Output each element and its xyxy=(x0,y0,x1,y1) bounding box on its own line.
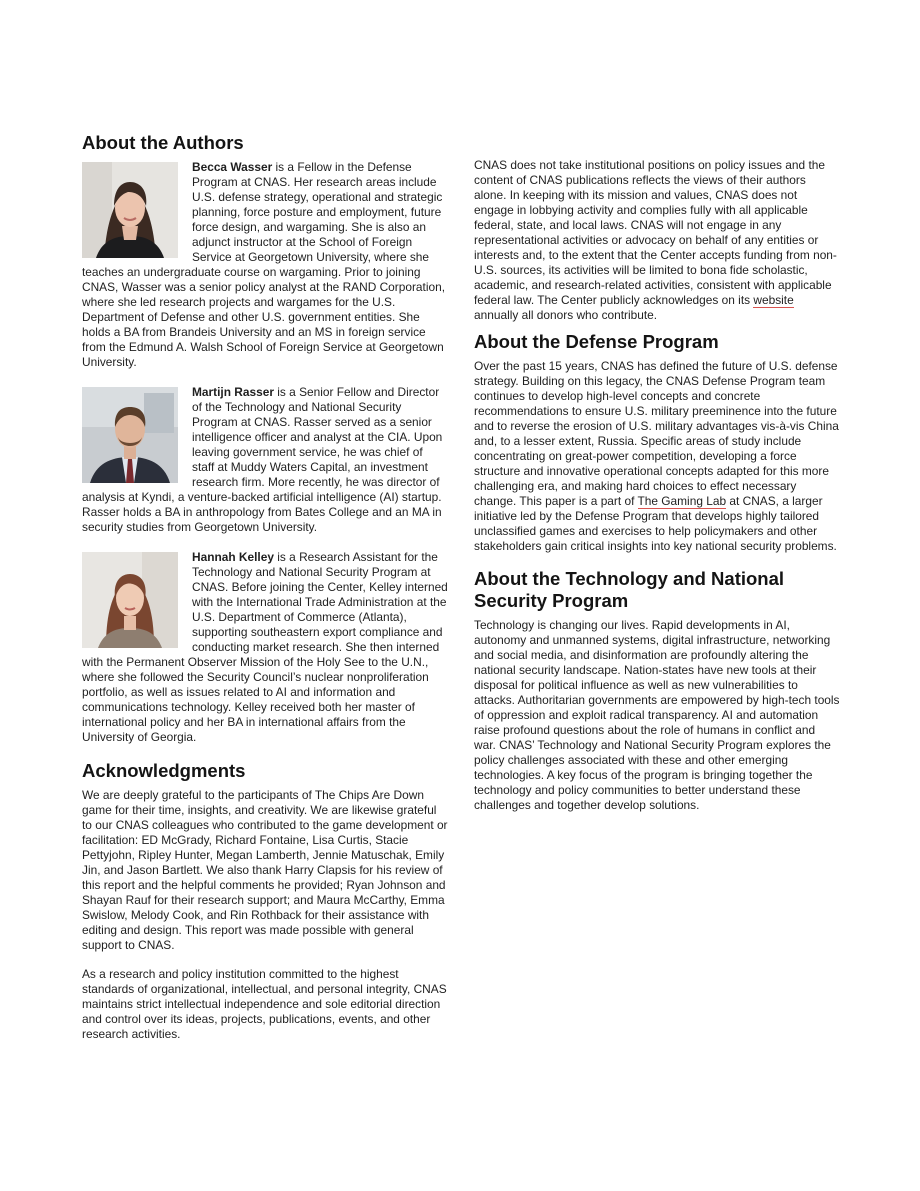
policy-paragraph: CNAS does not take institutional positions on policy issues and the content of CNAS publications reflects the views of their authors alone. In keeping with its mission and values, CNAS does not engage in lobbying activity and complies fully with all applicable federal, state, and local laws. CNAS will not engage in any representational activities or advocacy on behalf of any entities or interests and, to the extent that the Center accepts funding from non-U.S. sources, its activities will be limited to bona fide scholastic, academic, and research-related activities, consistent with applicable federal law. The Center publicly acknowledges on its website annually all donors who contribute. xyxy=(474,158,837,322)
tech-program-heading: About the Technology and National Security Program xyxy=(474,568,785,611)
about-authors-heading: About the Authors xyxy=(82,132,244,153)
right-column xyxy=(474,158,840,813)
author-name: Hannah Kelley xyxy=(192,550,274,564)
acknowledgments-paragraph: We are deeply grateful to the participants of The Chips Are Down game for their time, insights, and creativity. We are likewise grateful to our CNAS colleagues who contributed to the game development or facilitation: ED McGrady, Richard Fontaine, Lisa Curtis, Stacie Pettyjohn, Ripley Hunter, Megan Lamberth, Jennie Matuschak, Emily Jin, and Jason Bartlett. We also thank Harry Clapsis for his review of this report and the helpful comments he provided; Ryan Johnson and Shayan Rauf for their research support; and Maura McCarthy, Emma Swislow, Melody Cook, and Rin Rothback for their assistance with editing and design. This report was made possible with general support to CNAS. xyxy=(82,788,448,952)
bio-text: Martijn Rasser is a Senior Fellow and Director of the Technology and National Security Program at CNAS. Rasser served as a senior intelligence officer and analyst at the CIA. Upon leaving government service, he was chief of staff at Muddy Waters Capital, an investment research firm. More recently, he was director of analysis at Kyndi, a venture-backed artificial intelligence (AI) startup. Rasser holds a BA in anthropology from Bates College and an MA in security studies from Georgetown University. xyxy=(82,385,443,534)
tech-program-paragraph: Technology is changing our lives. Rapid developments in AI, autonomy and unmanned systems, digital infrastructure, networking and social media, and disinformation are profoundly altering the national security landscape. Nation-states have new tools at their disposal for political influence as well as new vulnerabilities to attacks. Authoritarian governments are empowered by high-tech tools of oppression and exploit radical transparency. AI and automation raise profound questions about the role of humans in conflict and war. CNAS’ Technology and National Security Program explores the policy challenges associated with these and other emerging technologies. A key focus of the program is bringing together the technology and policy communities to better understand these challenges and together develop solutions. xyxy=(474,618,840,812)
author-photo-rasser xyxy=(82,387,178,483)
author-bio xyxy=(82,160,448,370)
defense-program-heading: About the Defense Program xyxy=(474,331,719,352)
author-bio xyxy=(82,385,448,535)
independence-paragraph: As a research and policy institution committed to the highest standards of organizational, intellectual, and personal integrity, CNAS maintains strict intellectual independence and sole editorial direction and control over its ideas, projects, publications, events, and other research activities. xyxy=(82,967,447,1041)
gaming-lab-link[interactable]: The Gaming Lab xyxy=(637,494,727,508)
author-bio xyxy=(82,550,448,745)
left-column xyxy=(82,132,448,1042)
defense-program-paragraph: Over the past 15 years, CNAS has defined the future of U.S. defense strategy. Building on this legacy, the CNAS Defense Program team continues to develop high-level concepts and concrete recommendations to ensure U.S. military preeminence into the future and to reverse the erosion of U.S. military advantages vis-à-vis China and, to a lesser extent, Russia. Specific areas of study include concentrating on great-power competition, developing a force structure and innovative operational concepts adapted for this more challenging era, and making hard choices to effect necessary change. This paper is a part of The Gaming Lab at CNAS, a larger initiative led by the Defense Program that develops highly tailored unclassified games and exercises to help policymakers and other stakeholders gain critical insights into key national security problems. xyxy=(474,359,839,553)
author-name: Martijn Rasser xyxy=(192,385,274,399)
bio-text: Becca Wasser is a Fellow in the Defense Program at CNAS. Her research areas include U.S. defense strategy, operational and strategic planning, force posture and employment, future force design, and wargaming. She is also an adjunct instructor at the School of Foreign Service at Georgetown University, where she teaches an undergraduate course on wargaming. Prior to joining CNAS, Wasser was a senior policy analyst at the RAND Corporation, where she led research projects and wargames for the U.S. Department of Defense and other U.S. government entities. She holds a BA from Brandeis University and an MS in foreign service from the Edmund A. Walsh School of Foreign Service at Georgetown University. xyxy=(82,160,446,369)
author-name: Becca Wasser xyxy=(192,160,273,174)
bio-text: Hannah Kelley is a Research Assistant for the Technology and National Security Program at CNAS. Before joining the Center, Kelley interned with the International Trade Administration at the U.S. Department of Commerce (Atlanta), supporting southeastern export compliance and conducting market research. She then interned with the Permanent Observer Mission of the Holy See to the U.N., where she followed the Security Council’s nuclear nonproliferation portfolio, as well as issues related to AI and information and communications technology. Kelley received both her master of international policy and her BA in international affairs from the University of Georgia. xyxy=(82,550,448,744)
author-photo-kelley xyxy=(82,552,178,648)
website-link[interactable]: website xyxy=(753,293,794,307)
acknowledgments-heading: Acknowledgments xyxy=(82,760,246,781)
author-photo-wasser xyxy=(82,162,178,258)
